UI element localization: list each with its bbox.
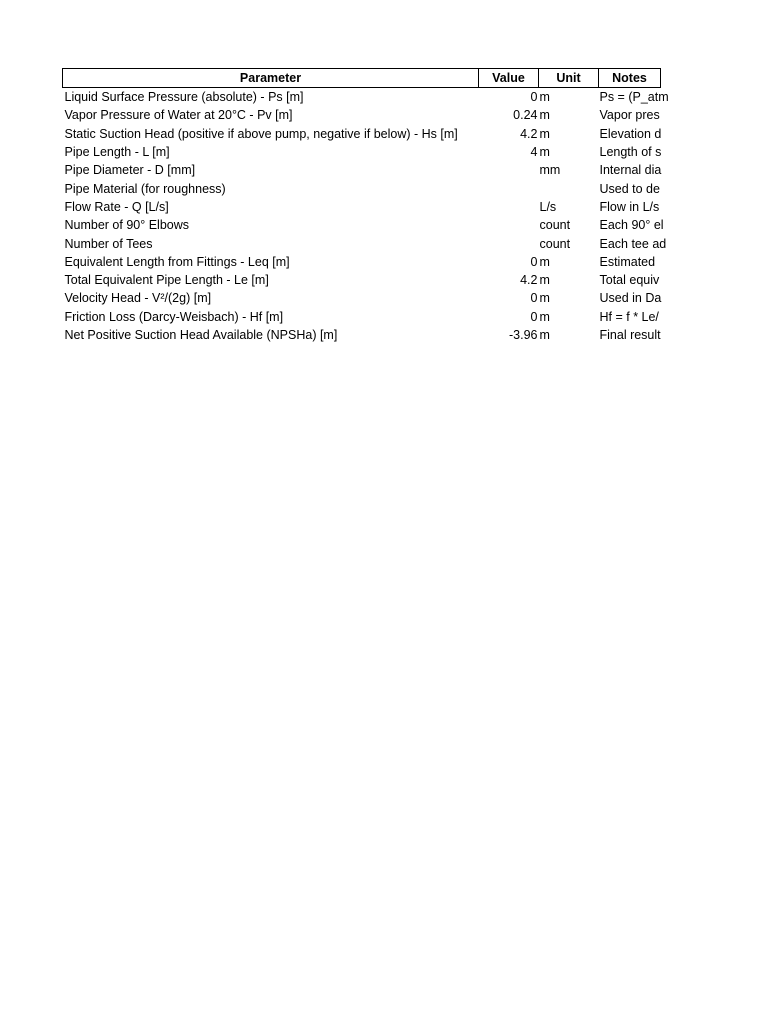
cell-unit[interactable]: m [539, 126, 550, 141]
cell-parameter[interactable]: Number of Tees [64, 236, 153, 251]
cell-parameter[interactable]: Flow Rate - Q [L/s] [64, 199, 169, 214]
cell-unit[interactable]: m [539, 254, 550, 269]
cell-unit[interactable]: m [539, 273, 550, 288]
cell-value[interactable]: 0 [530, 309, 538, 324]
cell-parameter[interactable]: Velocity Head - V²/(2g) [m] [64, 291, 212, 306]
header-notes[interactable]: Notes [599, 69, 661, 88]
cell-parameter[interactable]: Net Positive Suction Head Available (NPSHa) [m] [64, 328, 338, 342]
table-row [63, 308, 661, 326]
cell-unit[interactable]: mm [539, 163, 561, 178]
cell-parameter[interactable]: Pipe Diameter - D [mm] [64, 163, 196, 178]
cell-notes[interactable]: Elevation d [599, 126, 662, 141]
cell-unit[interactable]: L/s [539, 199, 557, 214]
cell-unit[interactable]: m [539, 291, 550, 306]
cell-notes[interactable]: Used to de [599, 181, 660, 196]
cell-parameter[interactable]: Vapor Pressure of Water at 20°C - Pv [m] [64, 108, 293, 123]
cell-notes[interactable]: Each 90° el [599, 218, 664, 233]
cell-unit[interactable]: m [539, 309, 550, 324]
table-row [63, 88, 661, 107]
table-row [63, 198, 661, 216]
cell-notes[interactable]: Flow in L/s [599, 199, 660, 214]
cell-parameter[interactable]: Static Suction Head (positive if above pump, negative if below) - Hs [m] [64, 126, 458, 141]
table-row [63, 253, 661, 271]
cell-parameter[interactable]: Equivalent Length from Fittings - Leq [m] [64, 254, 290, 269]
table-row [63, 289, 661, 307]
table-row [63, 179, 661, 197]
cell-value[interactable] [479, 161, 539, 179]
cell-value[interactable] [479, 234, 539, 252]
cell-value[interactable]: 0 [530, 254, 538, 269]
spreadsheet-table-area [62, 68, 669, 344]
table-row [63, 271, 661, 289]
cell-value[interactable] [479, 198, 539, 216]
table-row [63, 234, 661, 252]
cell-notes[interactable]: Final result [599, 328, 661, 342]
table-row [63, 326, 661, 344]
cell-parameter[interactable]: Total Equivalent Pipe Length - Le [m] [64, 273, 269, 288]
cell-unit[interactable]: m [539, 108, 550, 123]
cell-notes[interactable]: Ps = (P_atm [599, 90, 669, 105]
table-row [63, 161, 661, 179]
cell-notes[interactable]: Internal dia [599, 163, 662, 178]
cell-value[interactable]: 0.24 [513, 108, 538, 123]
cell-unit[interactable]: count [539, 236, 571, 251]
cell-unit[interactable] [539, 179, 599, 197]
cell-value[interactable] [479, 216, 539, 234]
cell-parameter[interactable]: Pipe Material (for roughness) [64, 181, 226, 196]
header-unit[interactable]: Unit [539, 69, 599, 88]
cell-notes[interactable]: Estimated [599, 254, 656, 269]
cell-notes[interactable]: Total equiv [599, 273, 660, 288]
header-value[interactable]: Value [479, 69, 539, 88]
cell-unit[interactable]: m [539, 145, 550, 160]
cell-notes[interactable]: Length of s [599, 145, 662, 160]
cell-value[interactable]: -3.96 [509, 328, 538, 342]
npsh-table [62, 68, 669, 344]
table-row [63, 143, 661, 161]
header-row [63, 69, 661, 88]
cell-parameter[interactable]: Pipe Length - L [m] [64, 145, 170, 160]
cell-notes[interactable]: Hf = f * Le/ [599, 309, 659, 324]
cell-notes[interactable]: Used in Da [599, 291, 662, 306]
cell-value[interactable]: 0 [530, 90, 538, 105]
table-row [63, 125, 661, 143]
cell-value[interactable] [479, 179, 539, 197]
cell-parameter[interactable]: Liquid Surface Pressure (absolute) - Ps [m] [64, 90, 304, 105]
cell-parameter[interactable]: Friction Loss (Darcy-Weisbach) - Hf [m] [64, 309, 284, 324]
table-row [63, 216, 661, 234]
cell-notes[interactable]: Vapor pres [599, 108, 660, 123]
cell-unit[interactable]: m [539, 90, 550, 105]
cell-parameter[interactable]: Number of 90° Elbows [64, 218, 189, 233]
table-row [63, 106, 661, 124]
cell-unit[interactable]: m [539, 328, 550, 342]
cell-notes[interactable]: Each tee ad [599, 236, 667, 251]
cell-value[interactable]: 4 [530, 145, 538, 160]
cell-value[interactable]: 4.2 [520, 273, 538, 288]
header-parameter[interactable]: Parameter [63, 69, 479, 88]
cell-value[interactable]: 4.2 [520, 126, 538, 141]
cell-unit[interactable]: count [539, 218, 571, 233]
cell-value[interactable]: 0 [530, 291, 538, 306]
